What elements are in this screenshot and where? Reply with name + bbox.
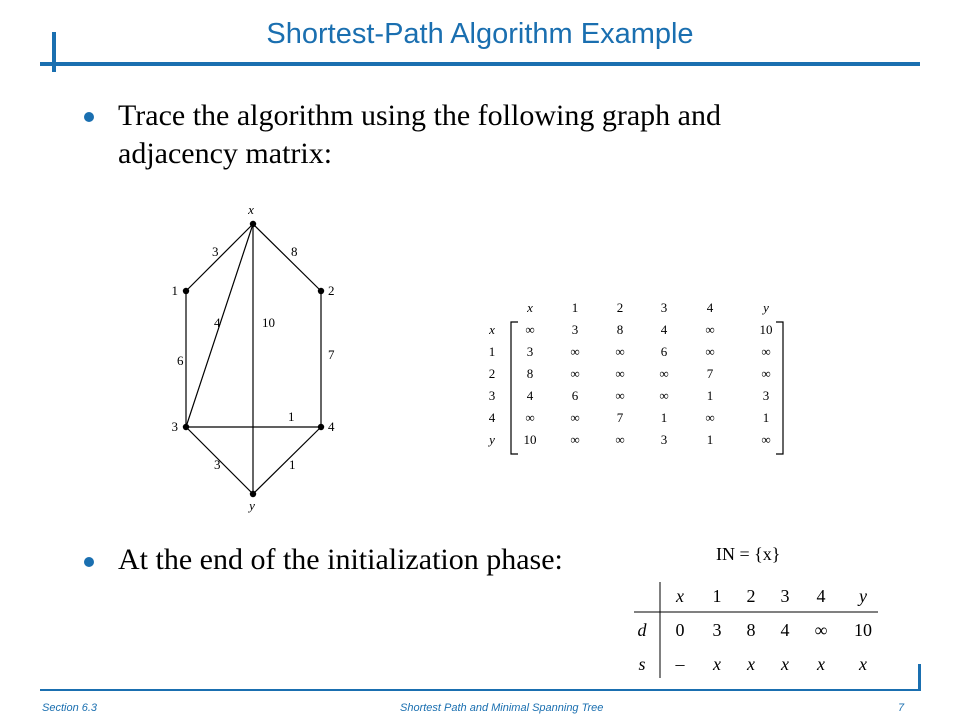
matrix-cell: ∞ xyxy=(659,366,669,381)
init-cell: x xyxy=(859,654,867,674)
edge-weight-x-y: 10 xyxy=(262,315,275,330)
matrix-cell: 1 xyxy=(706,432,714,447)
node-2 xyxy=(318,288,324,294)
init-cell: 10 xyxy=(854,620,872,640)
init-column-header: 4 xyxy=(816,586,826,606)
footer-page-number: 7 xyxy=(898,702,905,714)
edge-x-2 xyxy=(253,224,321,291)
bullet-text-1-line-1: Trace the algorithm using the following graph and xyxy=(118,99,721,132)
matrix-cell: 3 xyxy=(762,388,770,403)
matrix-column-header: 1 xyxy=(571,300,579,315)
in-set-label: IN = {x} xyxy=(716,544,781,564)
edge-weight-3-4: 1 xyxy=(288,409,295,424)
slide-title: Shortest-Path Algorithm Example xyxy=(266,18,694,50)
matrix-cell: 6 xyxy=(571,388,579,403)
matrix-cell: ∞ xyxy=(570,366,580,381)
adjacency-matrix xyxy=(478,294,788,460)
edge-weight-1-3: 6 xyxy=(177,353,184,368)
footer-section: Section 6.3 xyxy=(42,702,98,714)
graph-edges xyxy=(177,224,335,494)
bullet-dot xyxy=(84,557,94,567)
matrix-column-header: x xyxy=(527,300,533,315)
matrix-column-header: 2 xyxy=(616,300,624,315)
init-column-header: 3 xyxy=(780,586,790,606)
bullet-text-2: At the end of the initialization phase: xyxy=(118,543,563,576)
init-cell: 4 xyxy=(780,620,790,640)
weighted-graph xyxy=(160,198,350,518)
matrix-column-header: 4 xyxy=(706,300,714,315)
init-cell: x xyxy=(817,654,825,674)
init-column-header: 2 xyxy=(746,586,756,606)
init-cell: x xyxy=(747,654,755,674)
node-3 xyxy=(183,424,189,430)
node-label-x: x xyxy=(248,202,254,217)
node-1 xyxy=(183,288,189,294)
bullet-dot xyxy=(84,112,94,122)
init-column-header: 1 xyxy=(712,586,722,606)
matrix-cell: 3 xyxy=(526,344,534,359)
matrix-cell: 3 xyxy=(660,432,668,447)
matrix-cell: ∞ xyxy=(659,388,669,403)
matrix-row-label: y xyxy=(489,432,495,447)
matrix-left-bracket xyxy=(511,322,518,454)
edge-weight-2-4: 7 xyxy=(328,347,335,362)
initialization-table xyxy=(628,578,888,683)
node-x xyxy=(250,221,256,227)
title-accent-bar xyxy=(52,32,56,72)
matrix-cell: 1 xyxy=(660,410,668,425)
matrix-cell: 4 xyxy=(526,388,534,403)
matrix-cell: ∞ xyxy=(761,344,771,359)
node-4 xyxy=(318,424,324,430)
node-y xyxy=(250,491,256,497)
matrix-cell: 10 xyxy=(759,322,773,337)
node-label-3: 3 xyxy=(171,419,178,434)
edge-x-1 xyxy=(186,224,253,291)
init-row-label: s xyxy=(638,654,646,674)
matrix-cell: 1 xyxy=(706,388,714,403)
matrix-cell: 7 xyxy=(706,366,714,381)
matrix-column-header: 3 xyxy=(660,300,668,315)
matrix-right-bracket xyxy=(776,322,783,454)
matrix-cell: 8 xyxy=(526,366,534,381)
init-row-label: d xyxy=(637,620,647,640)
matrix-cell: 4 xyxy=(660,322,668,337)
matrix-cell: ∞ xyxy=(615,344,625,359)
footer-rule xyxy=(40,689,920,691)
edge-weight-x-2: 8 xyxy=(291,244,298,259)
edge-weight-3-y: 3 xyxy=(214,457,221,472)
matrix-row-label: 1 xyxy=(488,344,496,359)
matrix-cell: 7 xyxy=(616,410,624,425)
edge-weight-x-3: 4 xyxy=(214,315,221,330)
adjacency-matrix-cells xyxy=(487,300,783,454)
initialization-table-cells xyxy=(638,586,873,674)
footer-course: Shortest Path and Minimal Spanning Tree xyxy=(400,702,604,714)
bullet-text-1-line-2: adjacency matrix: xyxy=(118,137,333,170)
init-cell: – xyxy=(675,654,685,674)
matrix-row-label: 4 xyxy=(488,410,496,425)
init-cell: x xyxy=(781,654,789,674)
matrix-cell: 6 xyxy=(660,344,668,359)
matrix-cell: ∞ xyxy=(761,432,771,447)
matrix-row-label: 2 xyxy=(488,366,496,381)
matrix-cell: ∞ xyxy=(705,410,715,425)
edge-weight-4-y: 1 xyxy=(289,457,296,472)
node-label-1: 1 xyxy=(171,283,178,298)
matrix-cell: 10 xyxy=(523,432,537,447)
edge-weight-x-1: 3 xyxy=(212,244,219,259)
matrix-cell: 8 xyxy=(616,322,624,337)
matrix-cell: ∞ xyxy=(615,366,625,381)
matrix-cell: ∞ xyxy=(761,366,771,381)
title-underline xyxy=(40,62,920,66)
node-label-2: 2 xyxy=(328,283,335,298)
init-cell: x xyxy=(713,654,721,674)
matrix-cell: ∞ xyxy=(705,344,715,359)
matrix-row-label: 3 xyxy=(488,388,496,403)
footer-accent-bar xyxy=(918,664,921,691)
matrix-cell: ∞ xyxy=(570,432,580,447)
init-cell: 8 xyxy=(746,620,756,640)
init-cell: 3 xyxy=(712,620,722,640)
node-label-4: 4 xyxy=(328,419,335,434)
init-cell: 0 xyxy=(675,620,685,640)
matrix-cell: 3 xyxy=(571,322,579,337)
init-column-header: y xyxy=(859,586,867,606)
init-column-header: x xyxy=(676,586,684,606)
matrix-cell: ∞ xyxy=(615,432,625,447)
matrix-cell: ∞ xyxy=(570,344,580,359)
bullet-text-1 xyxy=(118,97,721,173)
matrix-row-label: x xyxy=(489,322,495,337)
matrix-cell: ∞ xyxy=(570,410,580,425)
init-cell: ∞ xyxy=(814,620,828,640)
matrix-cell: ∞ xyxy=(705,322,715,337)
matrix-cell: 1 xyxy=(762,410,770,425)
node-label-y: y xyxy=(249,498,255,513)
matrix-column-header: y xyxy=(763,300,769,315)
matrix-cell: ∞ xyxy=(525,322,535,337)
matrix-cell: ∞ xyxy=(615,388,625,403)
matrix-cell: ∞ xyxy=(525,410,535,425)
edge-4-y xyxy=(253,427,321,494)
